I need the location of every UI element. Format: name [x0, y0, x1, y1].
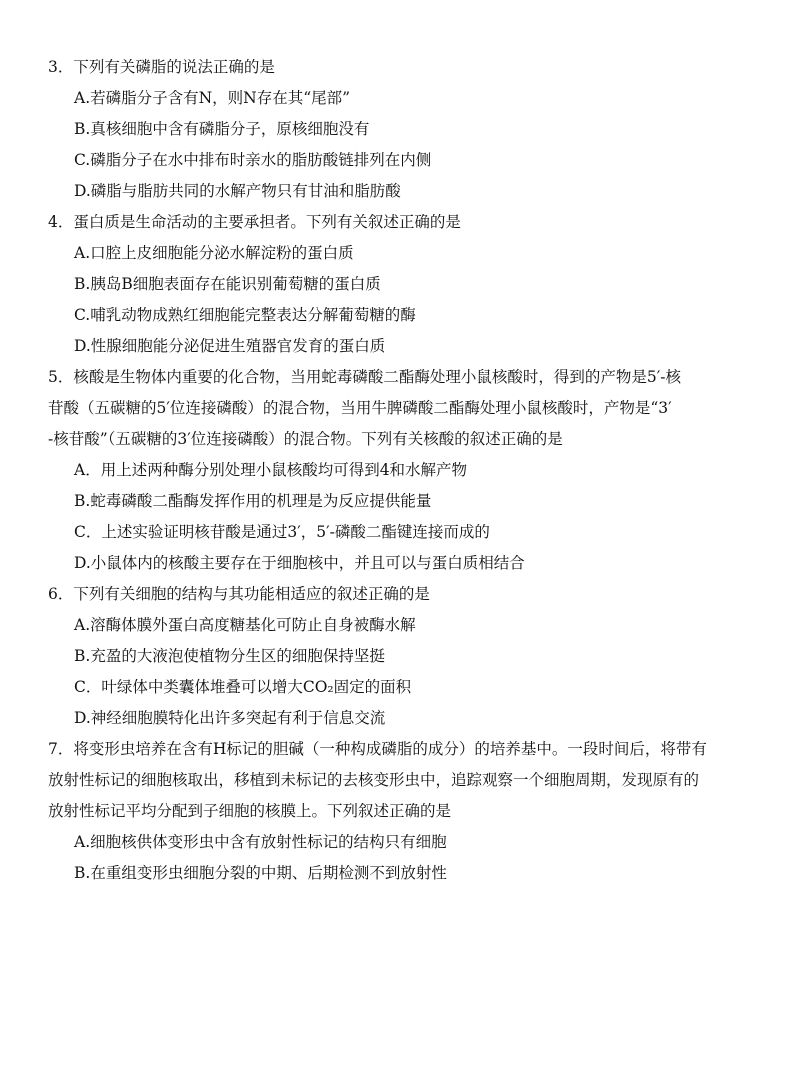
question-5-stem-line-2: 苷酸（五碳糖的5′位连接磷酸）的混合物，当用牛脾磷酸二酯酶处理小鼠核酸时，产物是“3′: [48, 399, 672, 417]
question-4-option-d: D.性腺细胞能分泌促进生殖器官发育的蛋白质: [74, 337, 386, 355]
question-4-stem: 4．蛋白质是生命活动的主要承担者。下列有关叙述正确的是: [48, 213, 461, 231]
question-3-option-b: B.真核细胞中含有磷脂分子，原核细胞没有: [74, 120, 370, 138]
question-3-option-a: A.若磷脂分子含有N，则N存在其“尾部”: [74, 89, 351, 107]
question-7-stem-line-1: 7．将变形虫培养在含有H标记的胆碱（一种构成磷脂的成分）的培养基中。一段时间后，将带有: [48, 740, 707, 758]
question-7-stem-line-2: 放射性标记的细胞核取出，移植到未标记的去核变形虫中，追踪观察一个细胞周期，发现原有的: [48, 771, 700, 789]
question-4-option-c: C.哺乳动物成熟红细胞能完整表达分解葡萄糖的酶: [74, 306, 416, 324]
question-5-option-c: C．上述实验证明核苷酸是通过3′，5′-磷酸二酯键连接而成的: [74, 523, 490, 541]
question-4-option-b: B.胰岛B细胞表面存在能识别葡萄糖的蛋白质: [74, 275, 381, 293]
question-3-stem: 3．下列有关磷脂的说法正确的是: [48, 58, 275, 76]
question-5-stem-line-1: 5．核酸是生物体内重要的化合物，当用蛇毒磷酸二酯酶处理小鼠核酸时，得到的产物是5′-核: [48, 368, 681, 386]
question-7-option-a: A.细胞核供体变形虫中含有放射性标记的结构只有细胞: [74, 833, 447, 851]
question-6-option-a: A.溶酶体膜外蛋白高度糖基化可防止自身被酶水解: [74, 616, 416, 634]
question-3-option-c: C.磷脂分子在水中排布时亲水的脂肪酸链排列在内侧: [74, 151, 432, 169]
question-7-stem-line-3: 放射性标记平均分配到子细胞的核膜上。下列叙述正确的是: [48, 802, 452, 820]
question-6-stem: 6．下列有关细胞的结构与其功能相适应的叙述正确的是: [48, 585, 430, 603]
question-6-option-d: D.神经细胞膜特化出许多突起有利于信息交流: [74, 709, 386, 727]
question-6-option-c: C．叶绿体中类囊体堆叠可以增大CO₂固定的面积: [74, 678, 412, 696]
question-5-option-b: B.蛇毒磷酸二酯酶发挥作用的机理是为反应提供能量: [74, 492, 432, 510]
question-7-option-b: B.在重组变形虫细胞分裂的中期、后期检测不到放射性: [74, 864, 447, 882]
question-5-option-a: A．用上述两种酶分别处理小鼠核酸均可得到4和水解产物: [74, 461, 468, 479]
question-3-option-d: D.磷脂与脂肪共同的水解产物只有甘油和脂肪酸: [74, 182, 401, 200]
question-4-option-a: A.口腔上皮细胞能分泌水解淀粉的蛋白质: [74, 244, 354, 262]
question-6-option-b: B.充盈的大液泡使植物分生区的细胞保持坚挺: [74, 647, 385, 665]
question-5-stem-line-3: -核苷酸”（五碳糖的3′位连接磷酸）的混合物。下列有关核酸的叙述正确的是: [48, 430, 563, 448]
question-5-option-d: D.小鼠体内的核酸主要存在于细胞核中，并且可以与蛋白质相结合: [74, 554, 525, 572]
